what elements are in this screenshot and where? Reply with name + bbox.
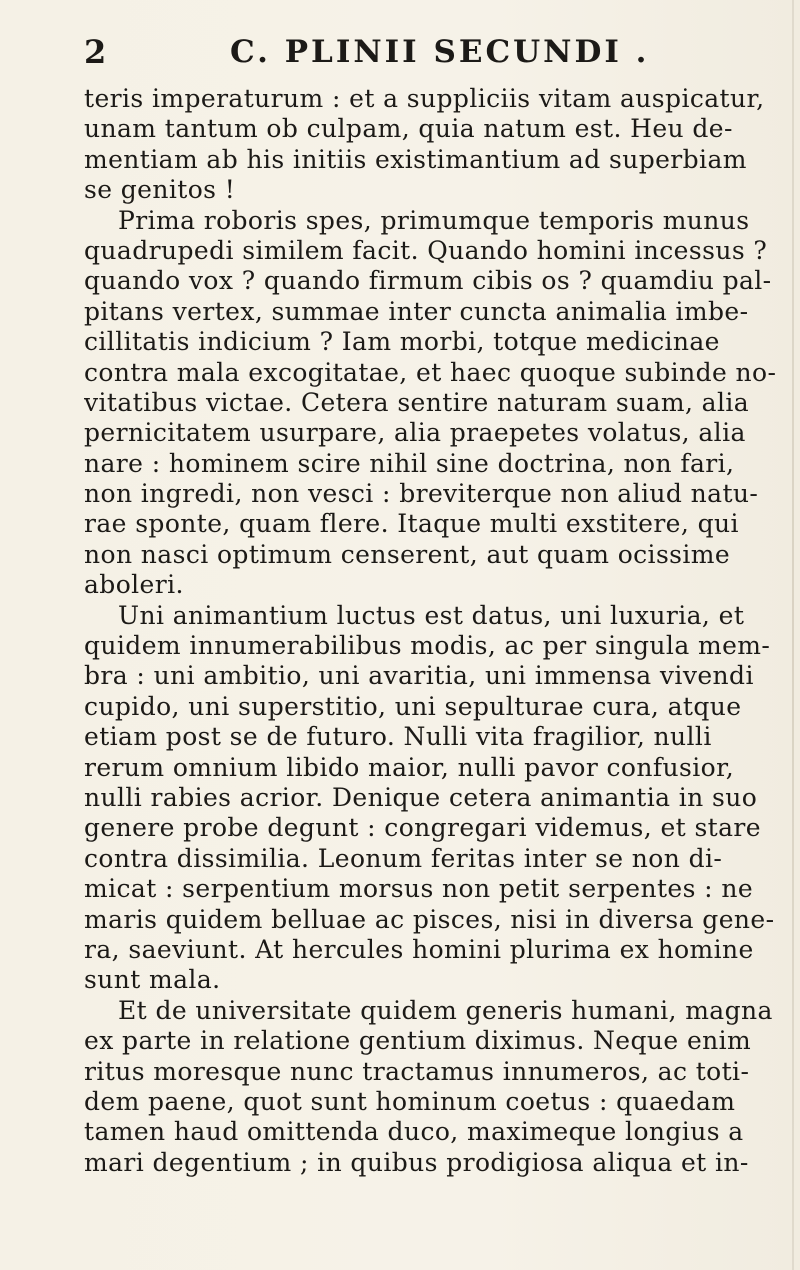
text-line: quadrupedi similem facit. Quando homini incessus ? [84,235,768,265]
text-line: vitatibus victae. Cetera sentire naturam suam, alia [84,387,750,417]
text-line: cillitatis indicium ? Iam morbi, totque medicinae [84,327,720,357]
text-line: contra mala excogitatae, et haec quoque subinde no- [84,357,777,387]
text-line: cupido, uni superstitio, uni sepulturae cura, atque [84,691,742,721]
body-text [84,84,794,1178]
text-line: nare : hominem scire nihil sine doctrina, non fari, [84,448,735,478]
text-line: nulli rabies acrior. Denique cetera animantia in suo [84,782,758,812]
text-line: unam tantum ob culpam, quia natum est. Heu de- [84,114,733,144]
text-line: rae sponte, quam flere. Itaque multi exstitere, qui [84,509,739,539]
text-line: quidem innumerabilibus modis, ac per singula mem- [84,631,771,661]
text-line: pitans vertex, summae inter cuncta animalia imbe- [84,296,749,326]
text-line: aboleri. [84,570,184,600]
text-line: sunt mala. [84,965,221,995]
paragraph-start-line: Uni animantium luctus est datus, uni luxuria, et [118,600,745,630]
text-line: tamen haud omittenda duco, maximeque longius a [84,1117,744,1147]
text-line: ritus moresque nunc tractamus innumeros, ac toti- [84,1056,750,1086]
text-line: ex parte in relatione gentium diximus. Neque enim [84,1026,752,1056]
text-line: non ingredi, non vesci : breviterque non aliud natu- [84,479,759,509]
text-line: ra, saeviunt. At hercules homini plurima ex homine [84,934,754,964]
text-line: dem paene, quot sunt hominum coetus : quaedam [84,1086,736,1116]
text-line: mentiam ab his initiis existimantium ad superbiam [84,144,747,174]
text-line: contra dissimilia. Leonum feritas inter se non di- [84,843,723,873]
paragraph-start-line: Et de universitate quidem generis humani, magna [118,995,773,1025]
page-number: 2 [84,33,107,71]
text-line: bra : uni ambitio, uni avaritia, uni immensa vivendi [84,661,754,691]
running-head: C. PLINII SECUNDI . [230,34,650,70]
text-line: pernicitatem usurpare, alia praepetes volatus, alia [84,418,746,448]
text-line: genere probe degunt : congregari videmus, et stare [84,813,761,843]
text-line: mari degentium ; in quibus prodigiosa aliqua et in- [84,1147,749,1177]
text-line: micat : serpentium morsus non petit serpentes : ne [84,874,754,904]
text-line: se genitos ! [84,175,236,205]
text-line: quando vox ? quando firmum cibis os ? quamdiu pal- [84,266,772,296]
text-line: maris quidem belluae ac pisces, nisi in diversa gene- [84,904,775,934]
text-line: rerum omnium libido maior, nulli pavor confusior, [84,752,735,782]
text-line: etiam post se de futuro. Nulli vita fragilior, nulli [84,722,712,752]
paragraph-start-line: Prima roboris spes, primumque temporis munus [118,205,750,235]
page-header [0,30,800,74]
text-line: teris imperaturum : et a suppliciis vitam auspicatur, [84,84,765,113]
text-line: non nasci optimum censerent, aut quam ocissime [84,539,731,569]
